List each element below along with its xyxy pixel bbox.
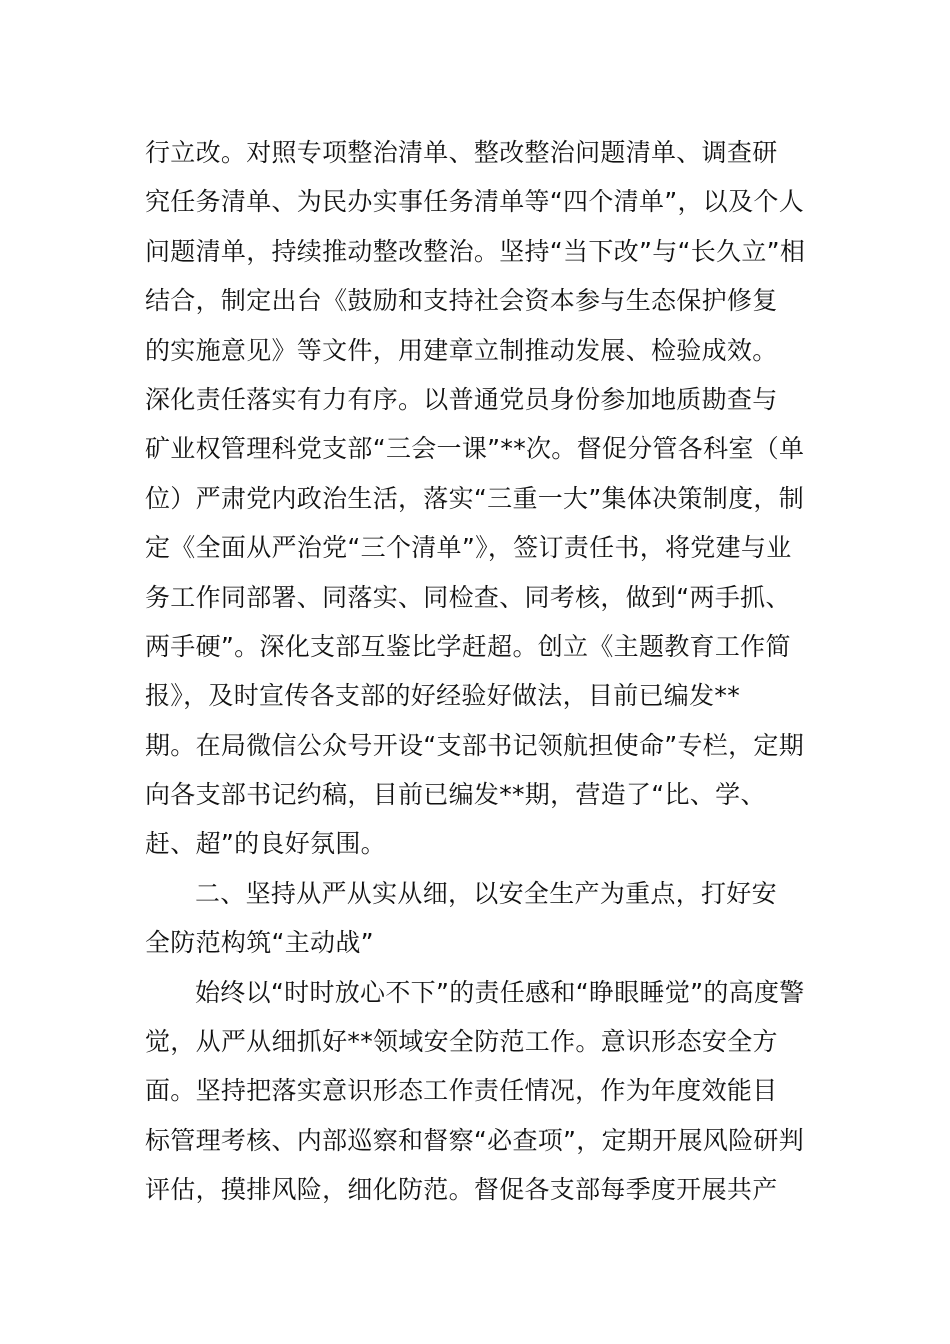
document-body xyxy=(145,128,815,1215)
text-line: 结合，制定出台《鼓励和支持社会资本参与生态保护修复 xyxy=(145,286,778,316)
text-line: 向各支部书记约稿，目前已编发**期，营造了“比、学、 xyxy=(145,780,766,810)
text-line: 两手硬”。深化支部互鉴比学赶超。创立《主题教育工作简 xyxy=(145,631,791,661)
text-line: 务工作同部署、同落实、同检查、同考核，做到“两手抓、 xyxy=(145,582,791,612)
text-line: 评估，摸排风险，细化防范。督促各支部每季度开展共产 xyxy=(145,1175,778,1205)
text-line: 标管理考核、内部巡察和督察“必查项”，定期开展风险研判 xyxy=(145,1125,805,1155)
text-line: 定《全面从严治党“三个清单”》，签订责任书，将党建与业 xyxy=(145,533,792,563)
section-heading-line: 全防范构筑“主动战” xyxy=(145,928,374,958)
text-line: 期。在局微信公众号开设“支部书记领航担使命”专栏，定期 xyxy=(145,730,805,760)
text-line: 位）严肃党内政治生活，落实“三重一大”集体决策制度，制 xyxy=(145,483,805,513)
text-line: 究任务清单、为民办实事任务清单等“四个清单”，以及个人 xyxy=(145,187,805,217)
text-line: 报》，及时宣传各支部的好经验好做法，目前已编发** xyxy=(145,681,741,711)
text-line: 行立改。对照专项整治清单、整改整治问题清单、调查研 xyxy=(145,138,778,167)
text-line: 面。坚持把落实意识形态工作责任情况，作为年度效能目 xyxy=(145,1076,778,1106)
text-line: 的实施意见》等文件，用建章立制推动发展、检验成效。 xyxy=(145,335,778,365)
section-heading-line: 二、坚持从严从实从细，以安全生产为重点，打好安 xyxy=(195,878,777,908)
text-line: 觉，从严从细抓好**领域安全防范工作。意识形态安全方 xyxy=(145,1027,778,1057)
text-line: 赶、超”的良好氛围。 xyxy=(145,829,386,859)
text-line: 深化责任落实有力有序。以普通党员身份参加地质勘查与 xyxy=(145,384,778,414)
text-line: 矿业权管理科党支部“三会一课”**次。督促分管各科室（单 xyxy=(145,434,805,464)
text-line: 始终以“时时放心不下”的责任感和“睁眼睡觉”的高度警 xyxy=(195,977,805,1007)
text-line: 问题清单，持续推动整改整治。坚持“当下改”与“长久立”相 xyxy=(145,236,806,266)
